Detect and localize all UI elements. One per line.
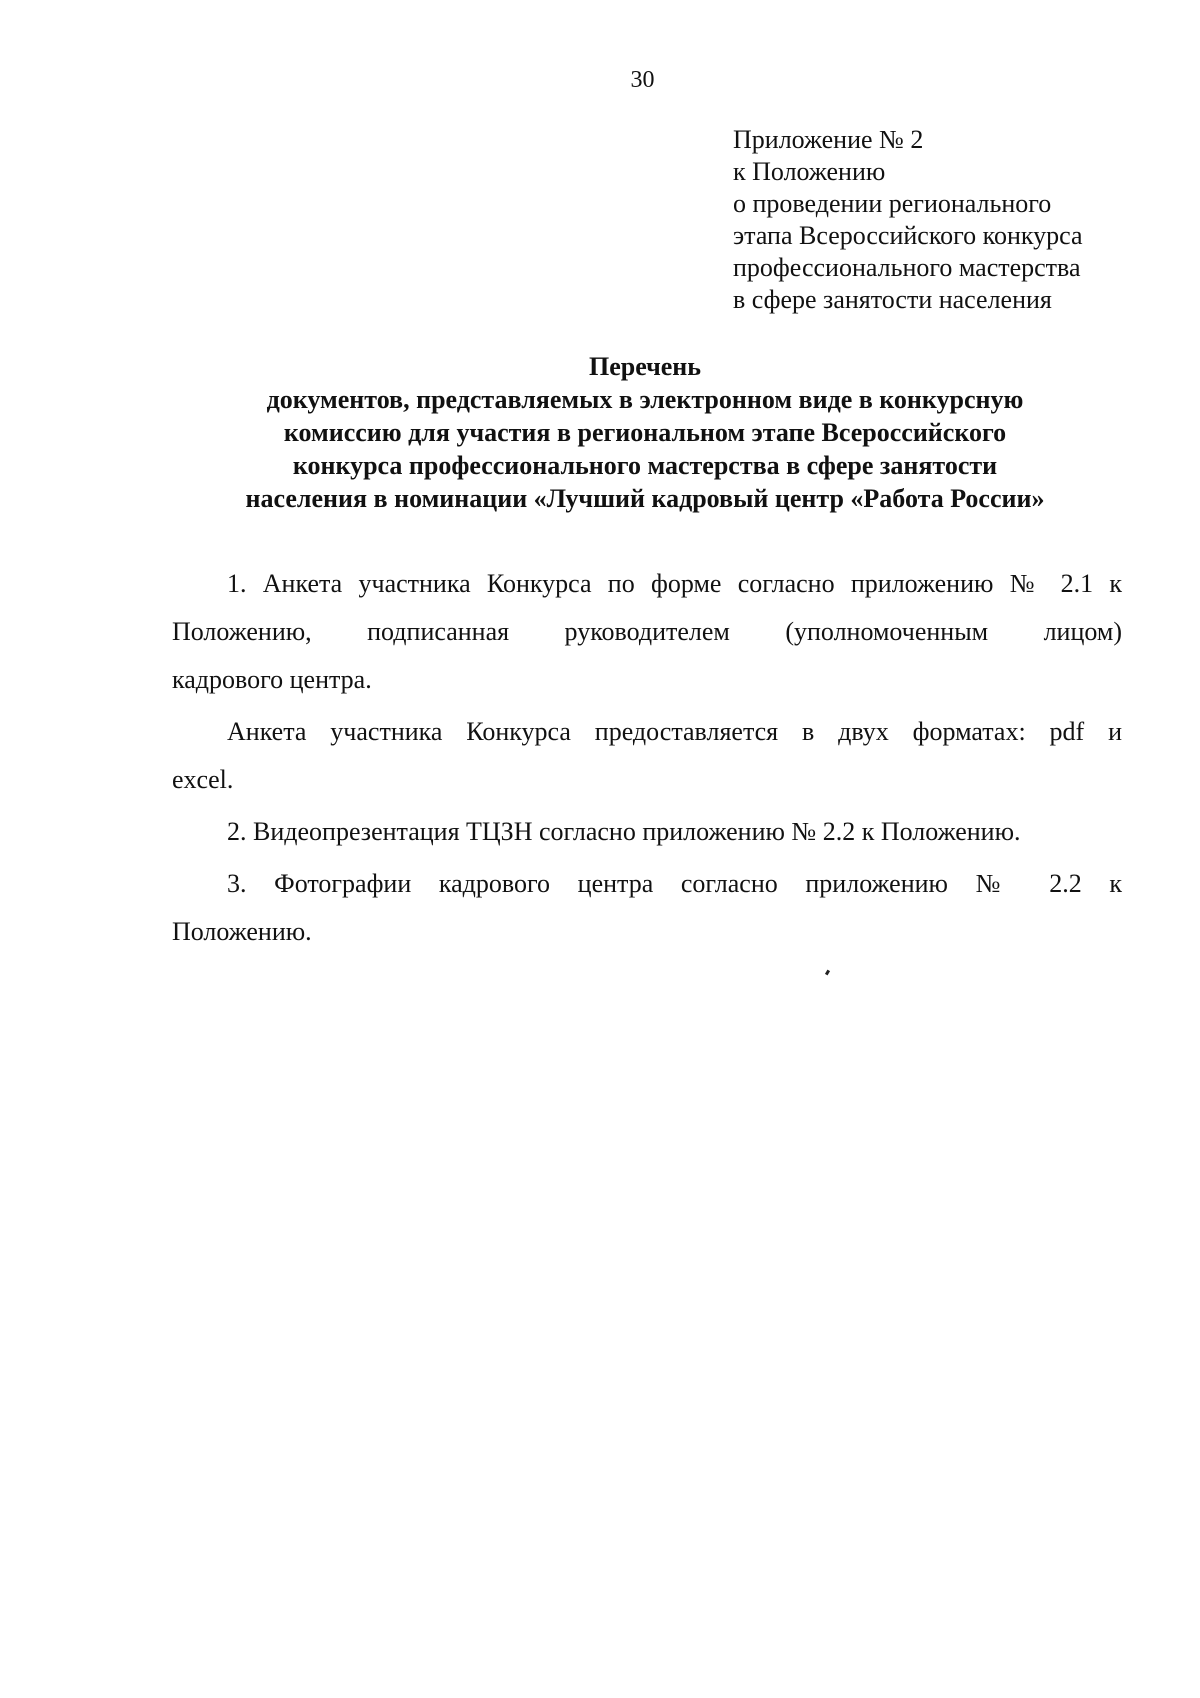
title-line: населения в номинации «Лучший кадровый центр «Работа России» (245, 484, 1045, 513)
appendix-line: в сфере занятости населения (733, 285, 1052, 314)
list-item-3-line: Положению. (172, 917, 312, 946)
document-title (160, 350, 1130, 515)
list-item-1-note-line: Анкета участника Конкурса предоставляется в двух форматах: pdf и (227, 717, 1122, 746)
appendix-line: профессионального мастерства (733, 253, 1081, 282)
title-heading: Перечень (588, 352, 702, 381)
appendix-line: к Положению (733, 157, 886, 186)
list-item-1-note-line: excel. (172, 765, 234, 794)
list-item-1-line: кадрового центра. (172, 665, 372, 694)
title-line: комиссию для участия в региональном этапе Всероссийского (283, 418, 1007, 447)
appendix-line: Приложение № 2 (733, 125, 924, 154)
appendix-line: этапа Всероссийского конкурса (733, 221, 1083, 250)
list-item-2-line: 2. Видеопрезентация ТЦЗН согласно приложению № 2.2 к Положению. (227, 817, 1021, 846)
document-body (172, 560, 1122, 956)
title-line: конкурса профессионального мастерства в сфере занятости (292, 451, 998, 480)
list-item-3-line: 3. Фотографии кадрового центра согласно приложению № 2.2 к (227, 869, 1122, 898)
page-number: 30 (630, 67, 655, 93)
list-item-1-line: 1. Анкета участника Конкурса по форме согласно приложению № 2.1 к (227, 569, 1122, 598)
list-item-1-line: Положению, подписанная руководителем (уполномоченным лицом) (172, 617, 1122, 646)
list-item-1-note (172, 708, 1122, 804)
list-item-1 (172, 560, 1122, 704)
appendix-reference (733, 124, 1173, 316)
title-line: документов, представляемых в электронном виде в конкурсную (266, 385, 1024, 414)
appendix-line: о проведении регионального (733, 189, 1052, 218)
list-item-3 (172, 860, 1122, 956)
scan-speck (825, 970, 830, 976)
list-item-2 (172, 808, 1122, 856)
